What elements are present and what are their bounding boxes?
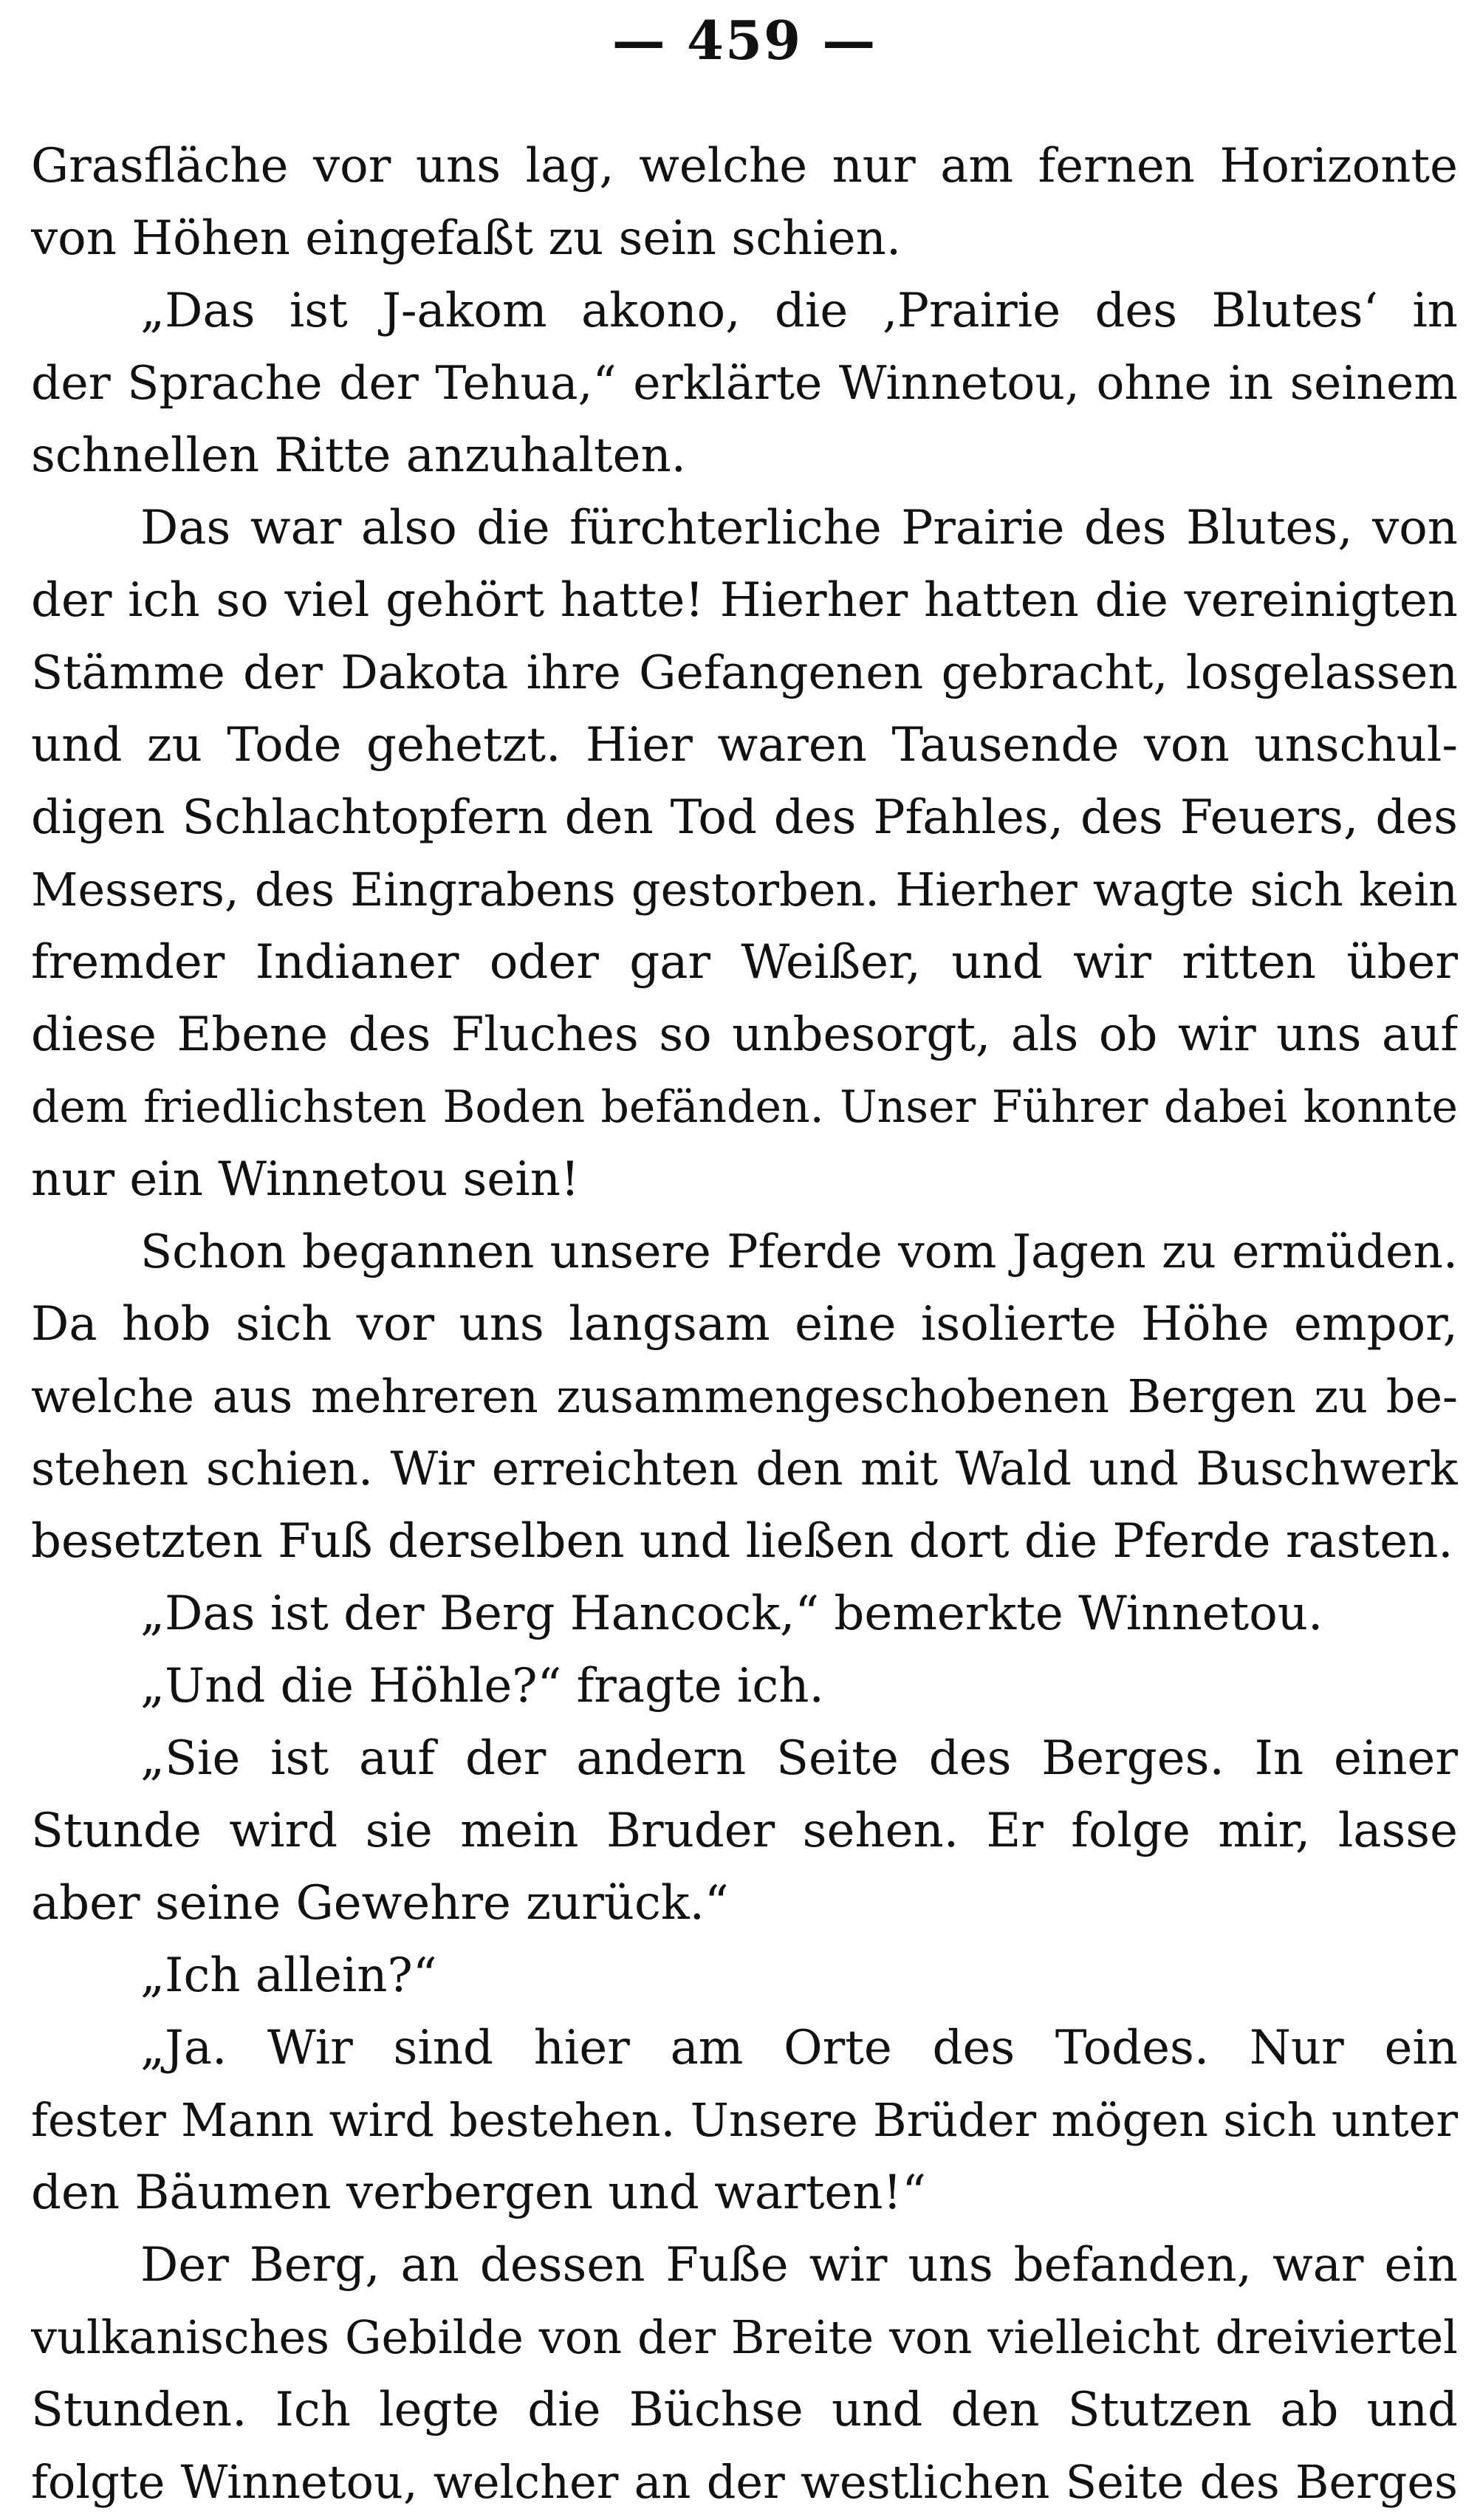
text-line: Da hob sich vor uns langsam eine isolierte Höhe empor, [31, 1297, 1458, 1352]
text-line: der Sprache der Tehua,“ erklärte Winnetou, ohne in seinem [31, 356, 1458, 410]
text-line: fester Mann wird bestehen. Unsere Brüder mögen sich unter [31, 2093, 1458, 2147]
text-line: folgte Winnetou, welcher an der westlichen Seite des Berges [31, 2455, 1458, 2509]
text-line: Stämme der Dakota ihre Gefangenen gebracht, losgelassen [31, 646, 1458, 699]
book-page [31, 0, 1458, 2520]
text-line: „Ja. Wir sind hier am Orte des Todes. Nur ein [140, 2021, 1458, 2075]
text-line: nur ein Winnetou sein! [31, 1152, 580, 1207]
text-line: Messers, des Eingrabens gestorben. Hierher wagte sich kein [31, 863, 1458, 917]
text-line: Stunde wird sie mein Bruder sehen. Er folge mir, lasse [31, 1804, 1458, 1858]
text-line: dem friedlichsten Boden befänden. Unser Führer dabei konnte [31, 1081, 1458, 1133]
text-line: Grasfläche vor uns lag, welche nur am fernen Horizonte [31, 139, 1458, 194]
text-line: Der Berg, an dessen Fuße wir uns befanden, war ein [140, 2238, 1458, 2293]
text-line: fremder Indianer oder gar Weißer, und wir ritten über [31, 935, 1458, 990]
text-line: aber seine Gewehre zurück.“ [31, 1876, 729, 1931]
text-line: der ich so viel gehört hatte! Hierher hatten die vereinigten [31, 573, 1458, 628]
text-line: und zu Tode gehetzt. Hier waren Tausende von unschul- [31, 718, 1458, 773]
text-line: vulkanisches Gebilde von der Breite von vielleicht dreiviertel [31, 2310, 1458, 2364]
body-text [31, 130, 1458, 2519]
text-line: stehen schien. Wir erreichten den mit Wald und Buschwerk [31, 1442, 1458, 1496]
text-line: welche aus mehreren zusammengeschobenen Bergen zu be- [31, 1369, 1458, 1423]
text-line: „Ich allein?“ [140, 1948, 437, 2003]
text-line: „Das ist J-akom akono, die ‚Prairie des Blutes‘ in [140, 284, 1458, 338]
text-line: besetzten Fuß derselben und ließen dort die Pferde rasten. [31, 1514, 1453, 1569]
text-line: Das war also die fürchterliche Prairie des Blutes, von [140, 501, 1458, 555]
page-number: — 459 — [611, 9, 877, 72]
text-line: „Das ist der Berg Hancock,“ bemerkte Winnetou. [140, 1586, 1323, 1641]
text-line: den Bäumen verbergen und warten!“ [31, 2165, 926, 2220]
text-line: Schon begannen unsere Pferde vom Jagen zu ermüden. [140, 1225, 1458, 1278]
text-line: Stunden. Ich legte die Büchse und den Stutzen ab und [31, 2383, 1458, 2437]
text-line: „Sie ist auf der andern Seite des Berges. In einer [140, 1731, 1458, 1786]
text-line: von Höhen eingefaßt zu sein schien. [31, 211, 902, 266]
text-line: „Und die Höhle?“ fragte ich. [140, 1659, 824, 1713]
text-line: diese Ebene des Fluches so unbesorgt, als ob wir uns auf [31, 1007, 1458, 1062]
text-line: digen Schlachtopfern den Tod des Pfahles, des Feuers, des [31, 790, 1458, 845]
text-line: schnellen Ritte anzuhalten. [31, 428, 686, 483]
